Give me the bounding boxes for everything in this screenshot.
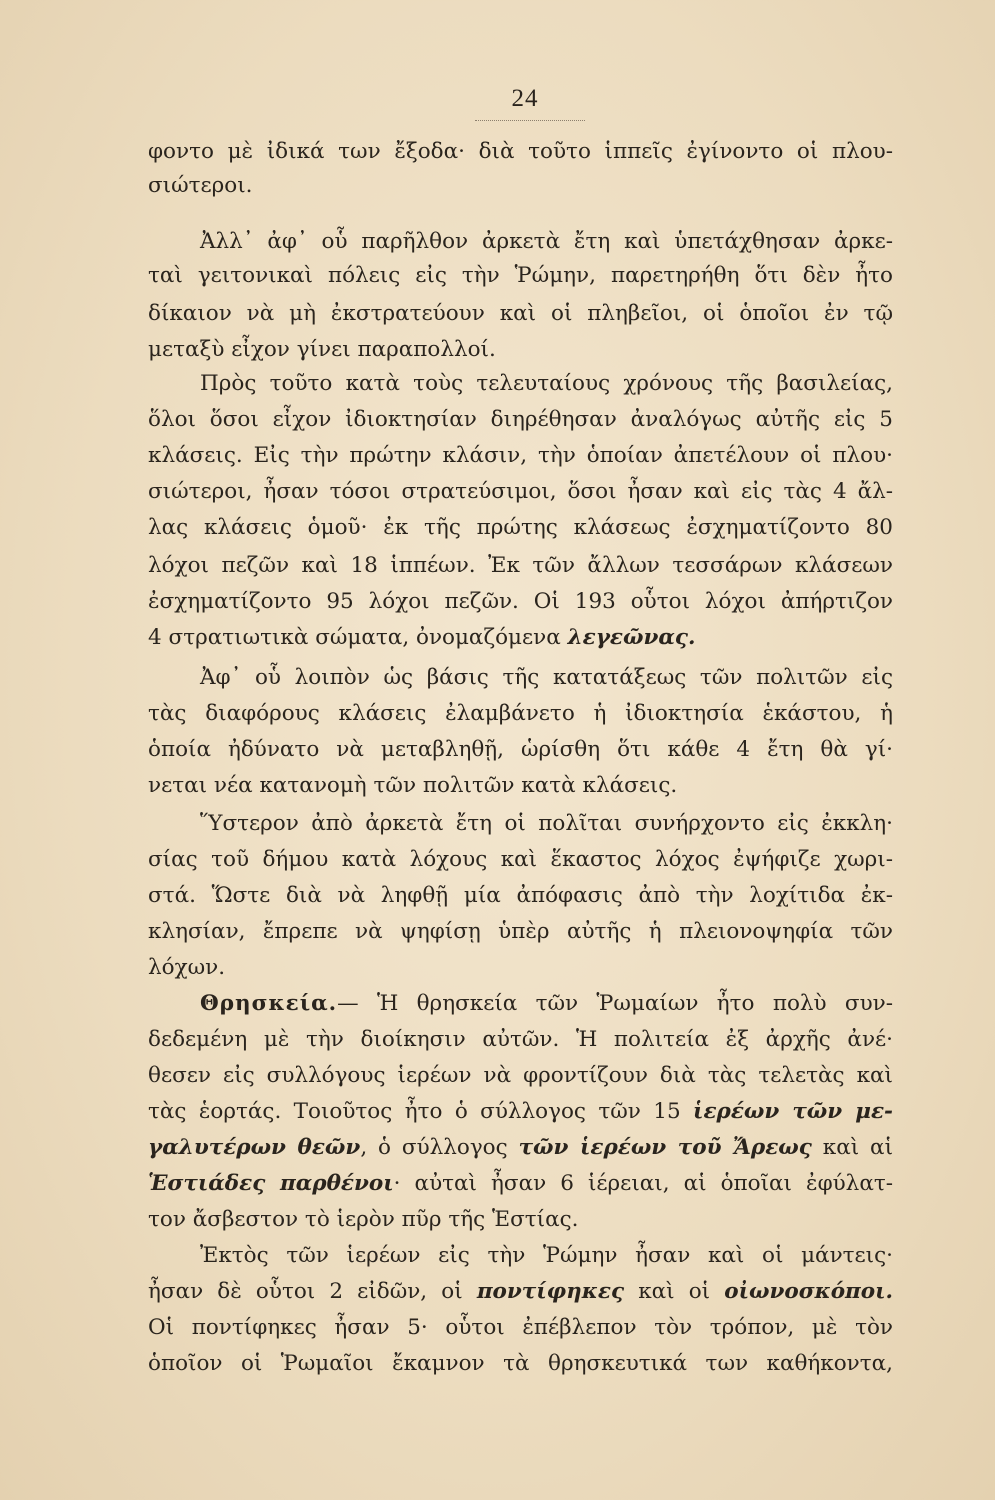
text-line: κλησίαν, ἔπρεπε νὰ ψηφίσῃ ὑπὲρ αὐτῆς ἡ πλειονοψηφία τῶν bbox=[148, 919, 893, 944]
text-line: Ὕστερον ἀπὸ ἀρκετὰ ἔτη οἱ πολῖται συνήρχοντο εἰς ἐκκλη· bbox=[200, 811, 893, 836]
text-line: θεσεν εἰς συλλόγους ἱερέων νὰ φροντίζουν διὰ τὰς τελετὰς καὶ bbox=[148, 1063, 893, 1088]
text-line: νεται νέα κατανομὴ τῶν πολιτῶν κατὰ κλάσεις. bbox=[148, 773, 678, 798]
text-line: Ἑστιάδες παρθένοι· αὐταὶ ἦσαν 6 ἱέρειαι, αἱ ὁποῖαι ἐφύλατ- bbox=[148, 1171, 893, 1196]
header-rule bbox=[475, 120, 585, 121]
text-line: σίας τοῦ δήμου κατὰ λόχους καὶ ἕκαστος λόχος ἐψήφιζε χωρι- bbox=[148, 847, 893, 872]
text-line: ἦσαν δὲ οὗτοι 2 εἰδῶν, οἱ ποντίφηκες καὶ οἱ οἰωνοσκόποι. bbox=[148, 1279, 894, 1304]
text-line: Πρὸς τοῦτο κατὰ τοὺς τελευταίους χρόνους τῆς βασιλείας, bbox=[200, 371, 893, 396]
text-line: ἐσχηματίζοντο 95 λόχοι πεζῶν. Οἱ 193 οὗτοι λόχοι ἀπήρτιζον bbox=[148, 589, 893, 614]
emphasis-text: ἱερέων τῶν με- bbox=[693, 1099, 893, 1124]
text-line: ὅλοι ὅσοι εἶχον ἰδιοκτησίαν διηρέθησαν ἀναλόγως αὐτῆς εἰς 5 bbox=[148, 407, 893, 432]
text-line: λόχων. bbox=[148, 955, 226, 980]
emphasis-text: γαλυτέρων θεῶν bbox=[148, 1135, 361, 1160]
text-line: δεδεμένη μὲ τὴν διοίκησιν αὐτῶν. Ἡ πολιτεία ἐξ ἀρχῆς ἀνέ· bbox=[148, 1027, 893, 1052]
emphasis-text: οἰωνοσκόποι. bbox=[724, 1279, 894, 1304]
section-heading: Θρησκεία. bbox=[200, 991, 338, 1016]
text-line: 4 στρατιωτικὰ σώματα, ὀνομαζόμενα λεγεῶνας. bbox=[148, 625, 696, 650]
text-line: λας κλάσεις ὁμοῦ· ἐκ τῆς πρώτης κλάσεως ἐσχηματίζοντο 80 bbox=[148, 515, 893, 540]
text-line: ταὶ γειτονικαὶ πόλεις εἰς τὴν Ῥώμην, παρετηρήθη ὅτι δὲν ἦτο bbox=[148, 263, 893, 288]
text-line: λόχοι πεζῶν καὶ 18 ἱππέων. Ἐκ τῶν ἄλλων τεσσάρων κλάσεων bbox=[148, 553, 893, 578]
emphasis-text: Ἑστιάδες παρθένοι bbox=[148, 1171, 394, 1196]
emphasis-text: ποντίφηκες bbox=[476, 1279, 625, 1304]
text-line: γαλυτέρων θεῶν, ὁ σύλλογος τῶν ἱερέων τοῦ Ἄρεως καὶ αἱ bbox=[148, 1135, 893, 1160]
text-line: ὁποῖον οἱ Ῥωμαῖοι ἔκαμνον τὰ θρησκευτικά των καθήκοντα, bbox=[148, 1351, 893, 1376]
text-line: κλάσεις. Εἰς τὴν πρώτην κλάσιν, τὴν ὁποίαν ἀπετέλουν οἱ πλου· bbox=[148, 443, 893, 468]
text-line: τὰς ἑορτάς. Τοιοῦτος ἦτο ὁ σύλλογος τῶν 15 ἱερέων τῶν με- bbox=[148, 1099, 893, 1124]
emphasis-text: τῶν ἱερέων τοῦ Ἄρεως bbox=[518, 1135, 812, 1160]
text-line: ὁποία ἠδύνατο νὰ μεταβληθῇ, ὡρίσθη ὅτι κάθε 4 ἔτη θὰ γί· bbox=[148, 737, 893, 762]
text-line: Ἀλλ᾽ ἀφ᾽ οὗ παρῆλθον ἀρκετὰ ἔτη καὶ ὑπετάχθησαν ἀρκε- bbox=[200, 229, 893, 254]
text-line: Θρησκεία.— Ἡ θρησκεία τῶν Ῥωμαίων ἦτο πολὺ συν- bbox=[200, 991, 893, 1016]
text-line: τον ἄσβεστον τὸ ἱερὸν πῦρ τῆς Ἑστίας. bbox=[148, 1207, 579, 1232]
text-line: φοντο μὲ ἰδικά των ἔξοδα· διὰ τοῦτο ἱππεῖς ἐγίνοντο οἱ πλου- bbox=[148, 139, 893, 164]
text-line: σιώτεροι, ἦσαν τόσοι στρατεύσιμοι, ὅσοι ἦσαν καὶ εἰς τὰς 4 ἄλ- bbox=[148, 479, 893, 504]
text-line: Ἀφ᾽ οὗ λοιπὸν ὡς βάσις τῆς κατατάξεως τῶν πολιτῶν εἰς bbox=[200, 665, 893, 690]
text-line: μεταξὺ εἶχον γίνει παραπολλοί. bbox=[148, 337, 496, 362]
text-line: τὰς διαφόρους κλάσεις ἐλαμβάνετο ἡ ἰδιοκτησία ἑκάστου, ἡ bbox=[148, 701, 893, 726]
page-number: 24 bbox=[511, 85, 539, 112]
text-line: δίκαιον νὰ μὴ ἐκστρατεύουν καὶ οἱ πληβεῖοι, οἱ ὁποῖοι ἐν τῷ bbox=[148, 301, 893, 326]
text-line: Οἱ ποντίφηκες ἦσαν 5· οὗτοι ἐπέβλεπον τὸν τρόπον, μὲ τὸν bbox=[148, 1315, 893, 1340]
text-line: Ἐκτὸς τῶν ἱερέων εἰς τὴν Ῥώμην ἦσαν καὶ οἱ μάντεις· bbox=[200, 1243, 893, 1268]
emphasis-text: λεγεῶνας. bbox=[567, 625, 696, 650]
text-line: στά. Ὥστε διὰ νὰ ληφθῇ μία ἀπόφασις ἀπὸ τὴν λοχίτιδα ἐκ- bbox=[148, 883, 893, 908]
text-line: σιώτεροι. bbox=[148, 173, 253, 198]
